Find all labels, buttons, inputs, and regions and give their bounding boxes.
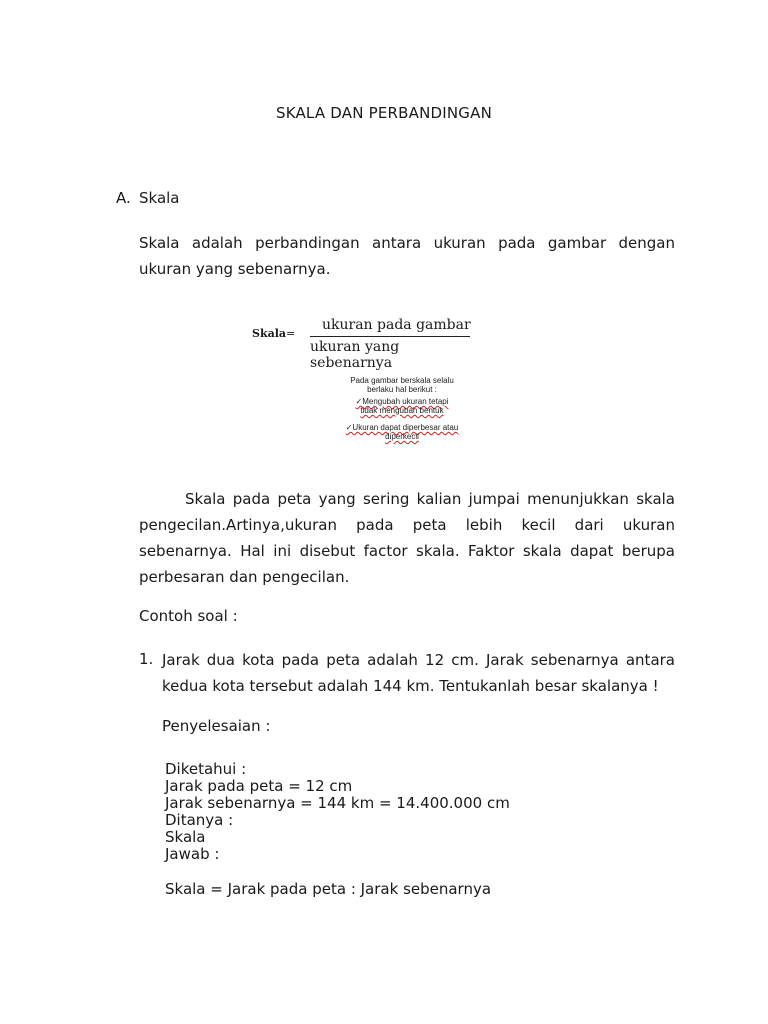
fraction-bar [310,336,470,337]
notes-item-2b: diperkecil [385,432,419,441]
scale-explanation-paragraph: Skala pada peta yang sering kalian jumpai menunjukkan skala pengecilan.Artinya,ukuran pada peta lebih kecil dari ukuran sebenarnya. Hal ini disebut factor skala. Faktor skala dapat berupa perbesaran dan pengecilan. [139,490,675,586]
formula-denominator: ukuran yang sebenarnya [310,339,400,371]
asked-value: Skala [165,828,206,846]
problem-text: Jarak dua kota pada peta adalah 12 cm. Jarak sebenarnya antara kedua kota tersebut adalah 144 km. Tentukanlah besar skalanya ! [162,651,675,695]
page-title: SKALA DAN PERBANDINGAN [275,104,493,122]
notes-heading-2: berlaku hal berikut : [367,385,437,394]
section-heading: Skala [139,189,180,207]
solution-heading: Penyelesaian : [162,717,271,735]
problem-number: 1. [139,650,154,668]
notes-heading-1: Pada gambar berskala selalu [350,376,454,385]
answer-label: Jawab : [165,845,220,863]
asked-label: Ditanya : [165,811,234,829]
formula-equals: = [286,327,296,340]
known-label: Diketahui : [165,760,247,778]
formula-numerator: ukuran pada gambar [322,317,471,333]
notes-item-2a: ✓Ukuran dapat diperbesar atau [345,423,459,432]
notes-item-1a: ✓Mengubah ukuran tetapi [355,397,449,406]
scale-formula-figure [250,316,480,371]
solution-formula: Skala = Jarak pada peta : Jarak sebenarnya [165,880,492,898]
definition-paragraph: Skala adalah perbandingan antara ukuran pada gambar dengan ukuran yang sebenarnya. [139,234,675,278]
notes-item-1b: tidak mengubah bentuk [360,406,444,415]
section-letter: A. [116,189,131,207]
example-heading: Contoh soal : [139,607,238,625]
solution-block [165,761,510,863]
scale-notes-box [322,376,482,441]
known-actual-distance: Jarak sebenarnya = 144 km = 14.400.000 cm [165,794,510,812]
known-map-distance: Jarak pada peta = 12 cm [165,777,353,795]
formula-label: Skala [252,327,286,340]
